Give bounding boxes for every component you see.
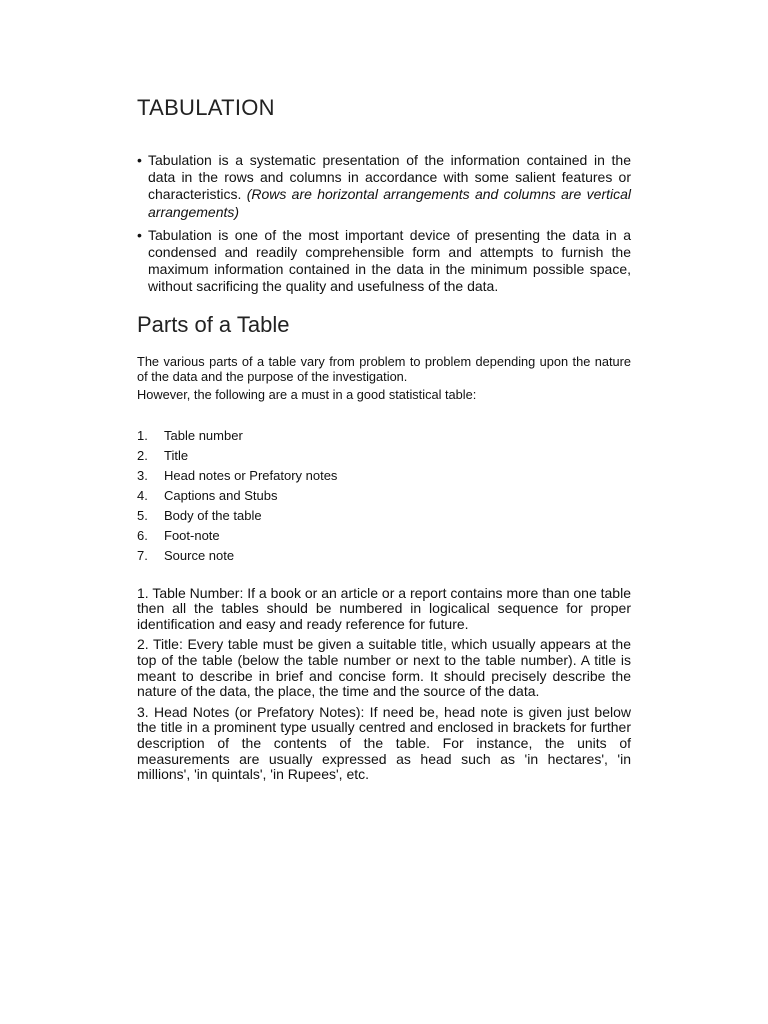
bullet-text: Tabulation is one of the most important device of presenting the data in a condensed and readily comprehensible form and attempts to furnish the maximum information contained in the data in the minimum possible space, without sacrificing the quality and usefulness of the data. <box>148 226 631 295</box>
bullet-symbol: • <box>137 226 142 243</box>
list-label: Head notes or Prefatory notes <box>164 467 338 483</box>
list-number: 5. <box>137 507 148 523</box>
list-label: Captions and Stubs <box>164 487 278 503</box>
list-item <box>137 526 631 546</box>
list-label: Table number <box>164 427 243 443</box>
list-label: Title <box>164 447 189 463</box>
list-item <box>137 546 631 566</box>
bullet-item <box>137 227 631 296</box>
list-item <box>137 466 631 486</box>
list-label: Source note <box>164 547 235 563</box>
list-item <box>137 426 631 446</box>
list-item <box>137 446 631 466</box>
definition-paragraph: 1. Table Number: If a book or an article or a report contains more than one table then all the tables should be numbered in logicalical sequence for proper identification and easy and ready reference for future. <box>137 584 631 632</box>
definition-paragraph: 2. Title: Every table must be given a suitable title, which usually appears at the top of the table (below the table number or next to the table number). A title is meant to describe in brief and concise form. It should precisely describe the nature of the data, the place, the time and the source of the data. <box>137 636 631 700</box>
list-number: 4. <box>137 487 148 503</box>
list-number: 7. <box>137 547 148 563</box>
bullet-list <box>137 152 631 296</box>
parts-list <box>137 426 631 566</box>
definitions <box>137 586 631 783</box>
list-label: Foot-note <box>164 527 220 543</box>
list-number: 3. <box>137 467 148 483</box>
intro-paragraph: However, the following are a must in a good statistical table: <box>137 386 477 402</box>
list-item <box>137 486 631 506</box>
page-heading: TABULATION <box>137 95 275 120</box>
list-item <box>137 506 631 526</box>
bullet-text: Tabulation is a systematic presentation of the information contained in the data in the rows and columns in accordance with some salient features or characteristics. <box>148 152 631 203</box>
bullet-italic-note: (Rows are horizontal arrangements and columns are vertical arrangements) <box>148 186 632 220</box>
intro-paragraph: The various parts of a table vary from problem to problem depending upon the nature of the data and the purpose of the investigation. <box>137 353 631 384</box>
bullet-symbol: • <box>137 152 142 168</box>
list-label: Body of the table <box>164 507 262 523</box>
list-number: 2. <box>137 447 148 463</box>
definition-paragraph: 3. Head Notes (or Prefatory Notes): If need be, head note is given just below the title in a prominent type usually centred and enclosed in brackets for further description of the contents of the table. For instance, the units of measurements are usually expressed as head such as 'in hectares', 'in millions', 'in quintals', 'in Rupees', etc. <box>137 703 631 783</box>
list-number: 1. <box>137 427 148 443</box>
list-number: 6. <box>137 527 148 543</box>
bullet-item <box>137 152 631 221</box>
section-title: Parts of a Table <box>137 311 290 337</box>
page-content <box>137 94 631 788</box>
